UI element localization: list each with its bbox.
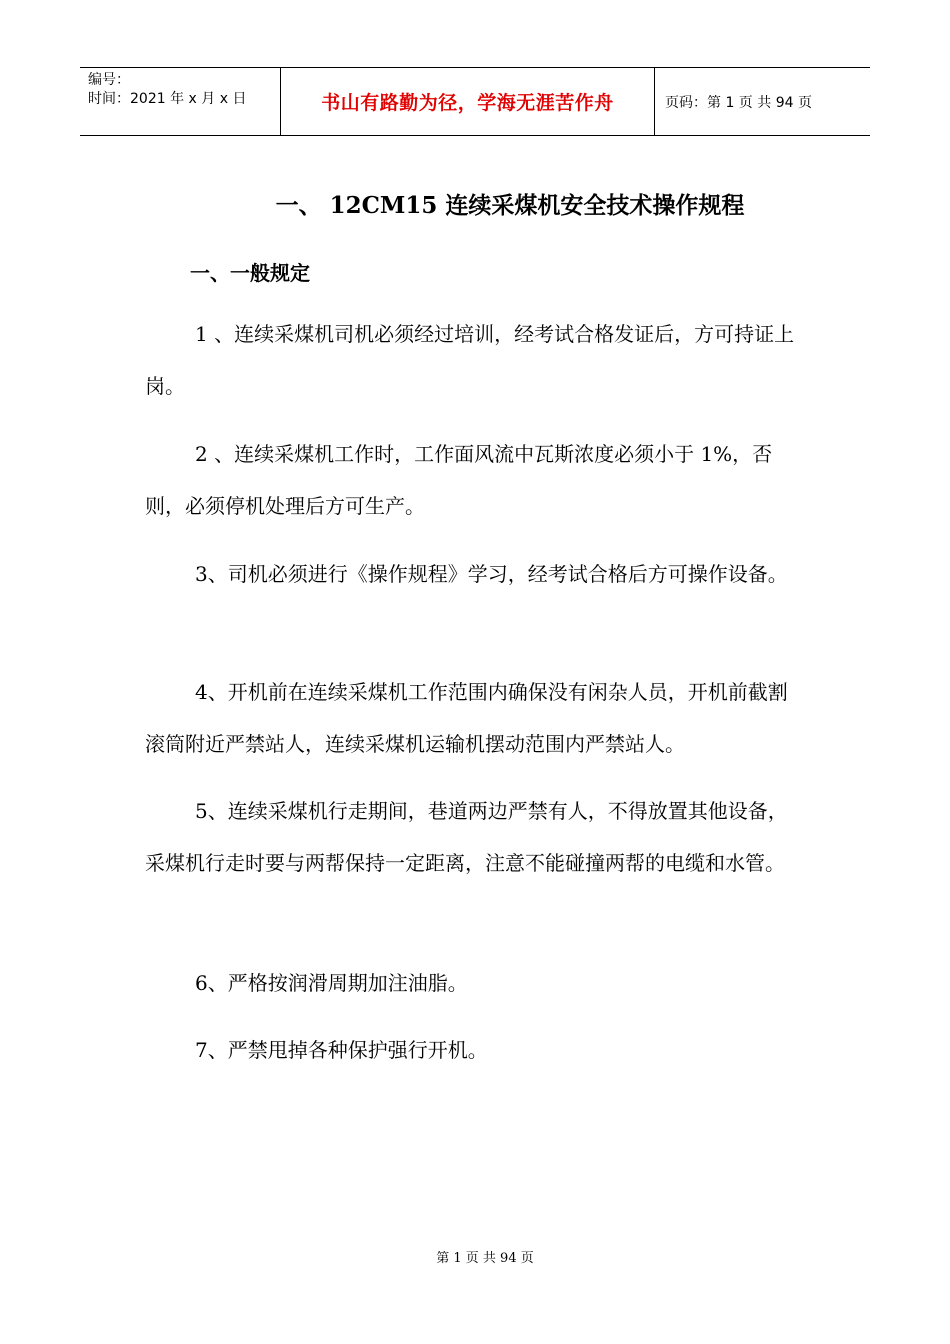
document-time-label: 时间：2021 年 x 月 x 日 [88,91,247,107]
paragraph-6: 6、严格按润滑周期加注油脂。 [195,971,468,995]
paragraph-4: 4、开机前在连续采煤机工作范围内确保没有闲杂人员，开机前截割滚筒附近严禁站人，连续采煤机运输机摆动范围内严禁站人。 [145,680,788,756]
paragraph-3: 3、司机必须进行《操作规程》学习，经考试合格后方可操作设备。 [195,562,788,586]
section-heading: 一、一般规定 [190,261,310,285]
paragraph-2: 2 、连续采煤机工作时，工作面风流中瓦斯浓度必须小于 1%，否则，必须停机处理后方可生产。 [145,442,773,518]
document-title: 一、 12CM15 连续采煤机安全技术操作规程 [275,192,745,219]
paragraph-1: 1 、连续采煤机司机必须经过培训，经考试合格发证后，方可持证上岗。 [145,322,795,398]
page-footer: 第 1 页 共 94 页 [436,1251,534,1266]
header-page-info: 页码：第 1 页 共 94 页 [665,94,812,111]
document-header [80,67,870,136]
paragraph-5: 5、连续采煤机行走期间，巷道两边严禁有人，不得放置其他设备，采煤机行走时要与两帮保持一定距离，注意不能碰撞两帮的电缆和水管。 [145,799,788,875]
header-motto: 书山有路勤为径，学海无涯苦作舟 [281,68,655,135]
document-number-label: 编号： [88,72,130,88]
header-meta [80,68,281,135]
paragraph-7: 7、严禁甩掉各种保护强行开机。 [195,1038,488,1062]
